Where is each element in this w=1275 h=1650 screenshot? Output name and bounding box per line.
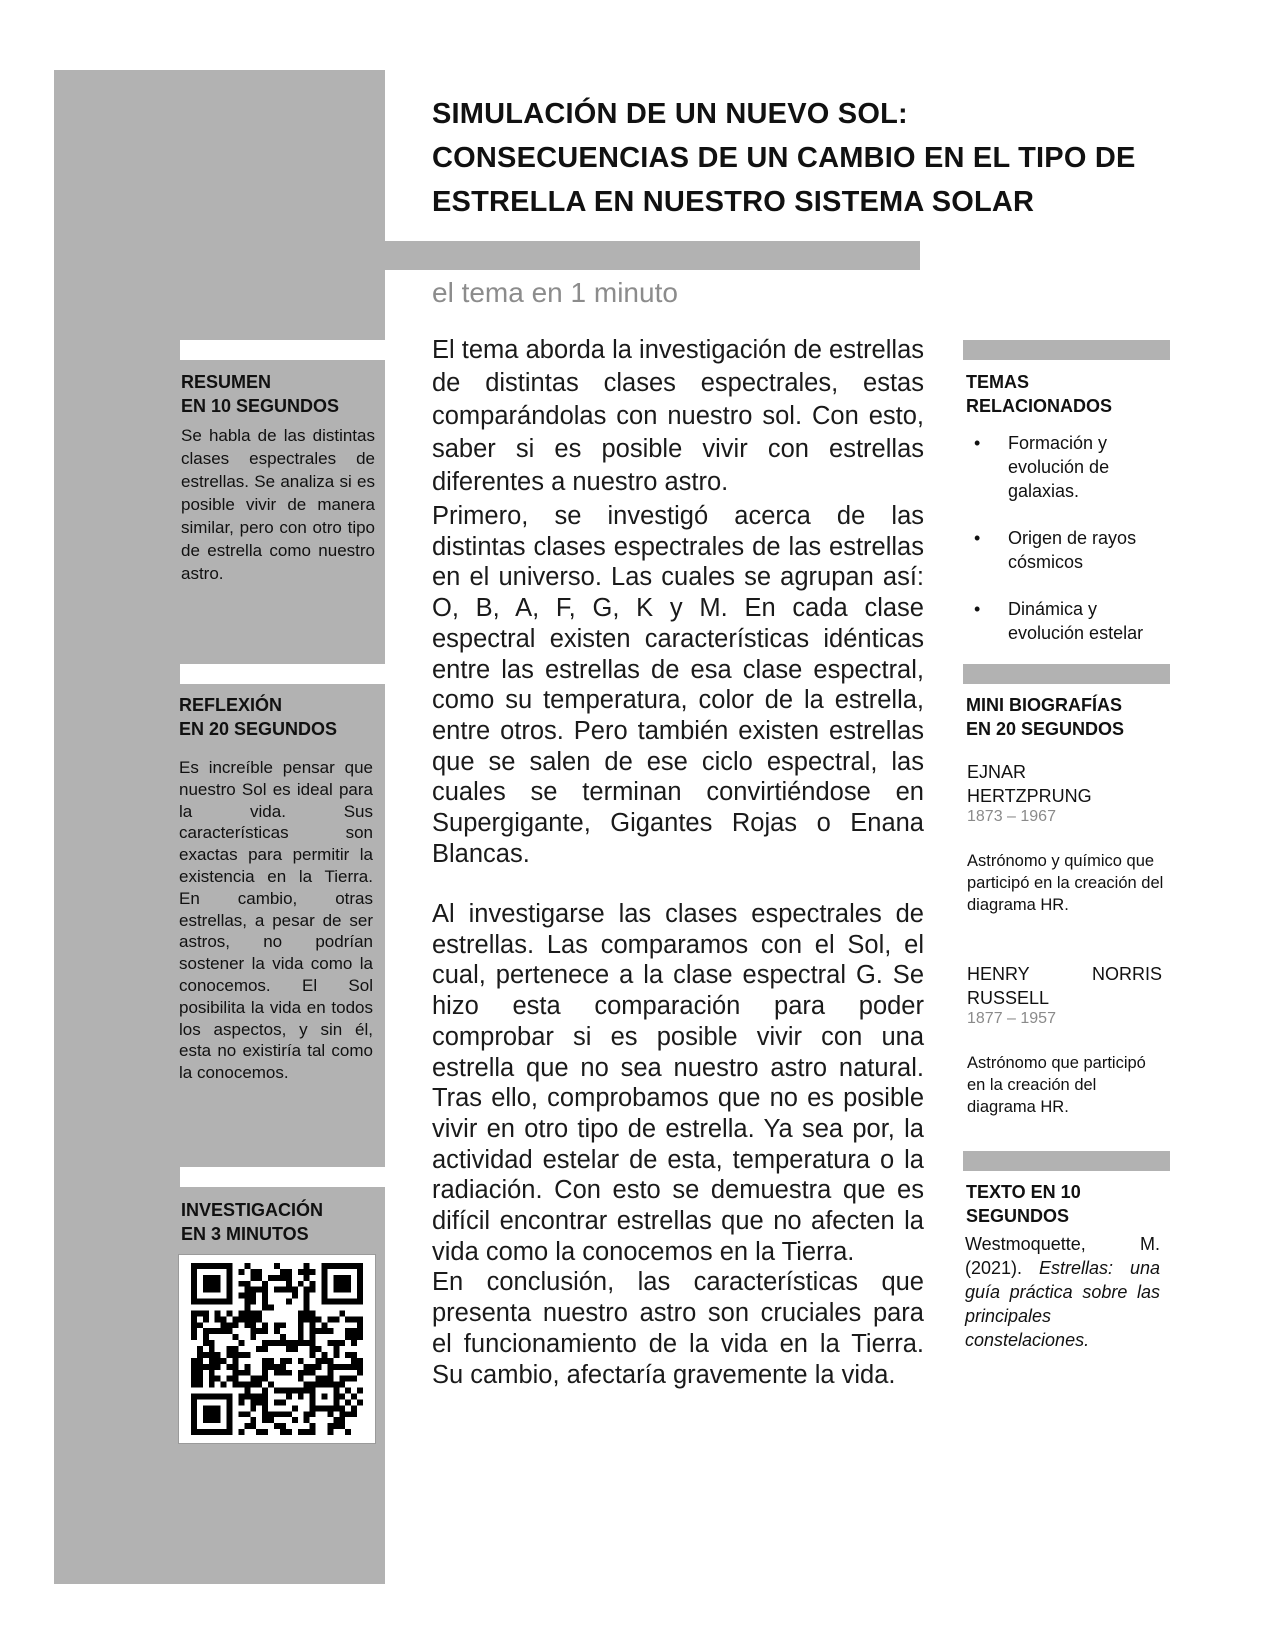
bio-description: Astrónomo y químico que participó en la creación del diagrama HR. [967,852,1164,914]
temas-heading: TEMAS RELACIONADOS [966,372,1113,416]
bio-name: HENRY NORRIS RUSSELL [967,964,1162,1008]
bio-years: 1877 – 1957 [967,1010,1056,1027]
title-underline-bar [385,241,920,270]
reflexion-text: Es increíble pensar que nuestro Sol es ideal para la vida. Sus características son exactas para permitir la existencia en la Tierra. En cambio, otras estrellas, a pesar de ser astros, no podrían sostener la vida como la conocemos. El Sol posibilita la vida en todos los aspectos, y sin él, esta no existiría tal como la conocemos. [179,758,373,1083]
resumen-heading: RESUMEN EN 10 SEGUNDOS [181,372,340,416]
bio-description: Astrónomo que participó en la creación del diagrama HR. [967,1054,1146,1116]
section-bar [963,664,1170,684]
list-item: • Formación y evolución de galaxias. [966,431,1171,503]
reflexion-heading: REFLEXIÓN EN 20 SEGUNDOS [179,695,338,739]
reference-citation: Westmoquette, M. (2021). Estrellas: una guía práctica sobre las principales constelaciones. [965,1234,1160,1350]
body-paragraph-2: Al investigarse las clases espectrales de estrellas. Las comparamos con el Sol, el cual, pertenece a la clase espectral G. Se hizo esta comparación para poder comprobar si es posible vivir con una estrella que no sea nuestro astro natural. Tras ello, comprobamos que no es posible vivir en otro tipo de estrella. Ya sea por, la actividad estelar de esta, temperatura o la radiación. Con esto se demuestra que es difícil encontrar estrellas que no afecten la vida como la conocemos en la Tierra. En conclusión, las características que presenta nuestro astro son cruciales para el funcionamiento de la vida en la Tierra. Su cambio, afectaría gravemente la vida. [432,900,924,1389]
intro-paragraph: El tema aborda la investigación de estrellas de distintas clases espectrales, estas comparándolas con nuestro sol. Con esto, saber si es posible vivir con estrellas diferentes a nuestro astro. [432,336,924,496]
bios-heading: MINI BIOGRAFÍAS EN 20 SEGUNDOS [966,695,1125,739]
section-divider [180,1167,385,1187]
section-bar [963,1151,1170,1171]
bio-name: EJNAR HERTZPRUNG [967,762,1092,806]
section-divider [180,340,385,360]
list-item: • Origen de rayos cósmicos [966,526,1171,574]
section-divider [180,664,385,684]
list-item: • Dinámica y evolución estelar [966,597,1171,645]
body-paragraph-1: Primero, se investigó acerca de las distintas clases espectrales de las estrellas en el universo. Las cuales se agrupan así: O, B, A, F, G, K y M. En cada clase espectral existen características idénticas entre las estrellas de esa clase espectral, como su temperatura, color de la estrella, entre otros. Pero también existen estrellas que se salen de ese ciclo espectral, las cuales se terminan convirtiéndose en Supergigante, Gigantes Rojas o Enana Blancas. [432,502,924,868]
texto-heading: TEXTO EN 10 SEGUNDOS [966,1182,1081,1226]
investigacion-heading: INVESTIGACIÓN EN 3 MINUTOS [181,1200,324,1244]
page-subtitle: el tema en 1 minuto [432,277,678,308]
resumen-text: Se habla de las distintas clases espectrales de estrellas. Se analiza si es posible vivir de manera similar, pero con otro tipo de estrella como nuestro astro. [181,426,375,583]
qr-code[interactable] [178,1254,376,1444]
bio-years: 1873 – 1967 [967,808,1056,825]
related-topics-list [966,431,1171,668]
qr-code-icon [189,1263,365,1435]
section-bar [963,340,1170,360]
page-title: SIMULACIÓN DE UN NUEVO SOL: CONSECUENCIAS DE UN CAMBIO EN EL TIPO DE ESTRELLA EN NUESTRO SISTEMA SOLAR [432,98,1136,218]
